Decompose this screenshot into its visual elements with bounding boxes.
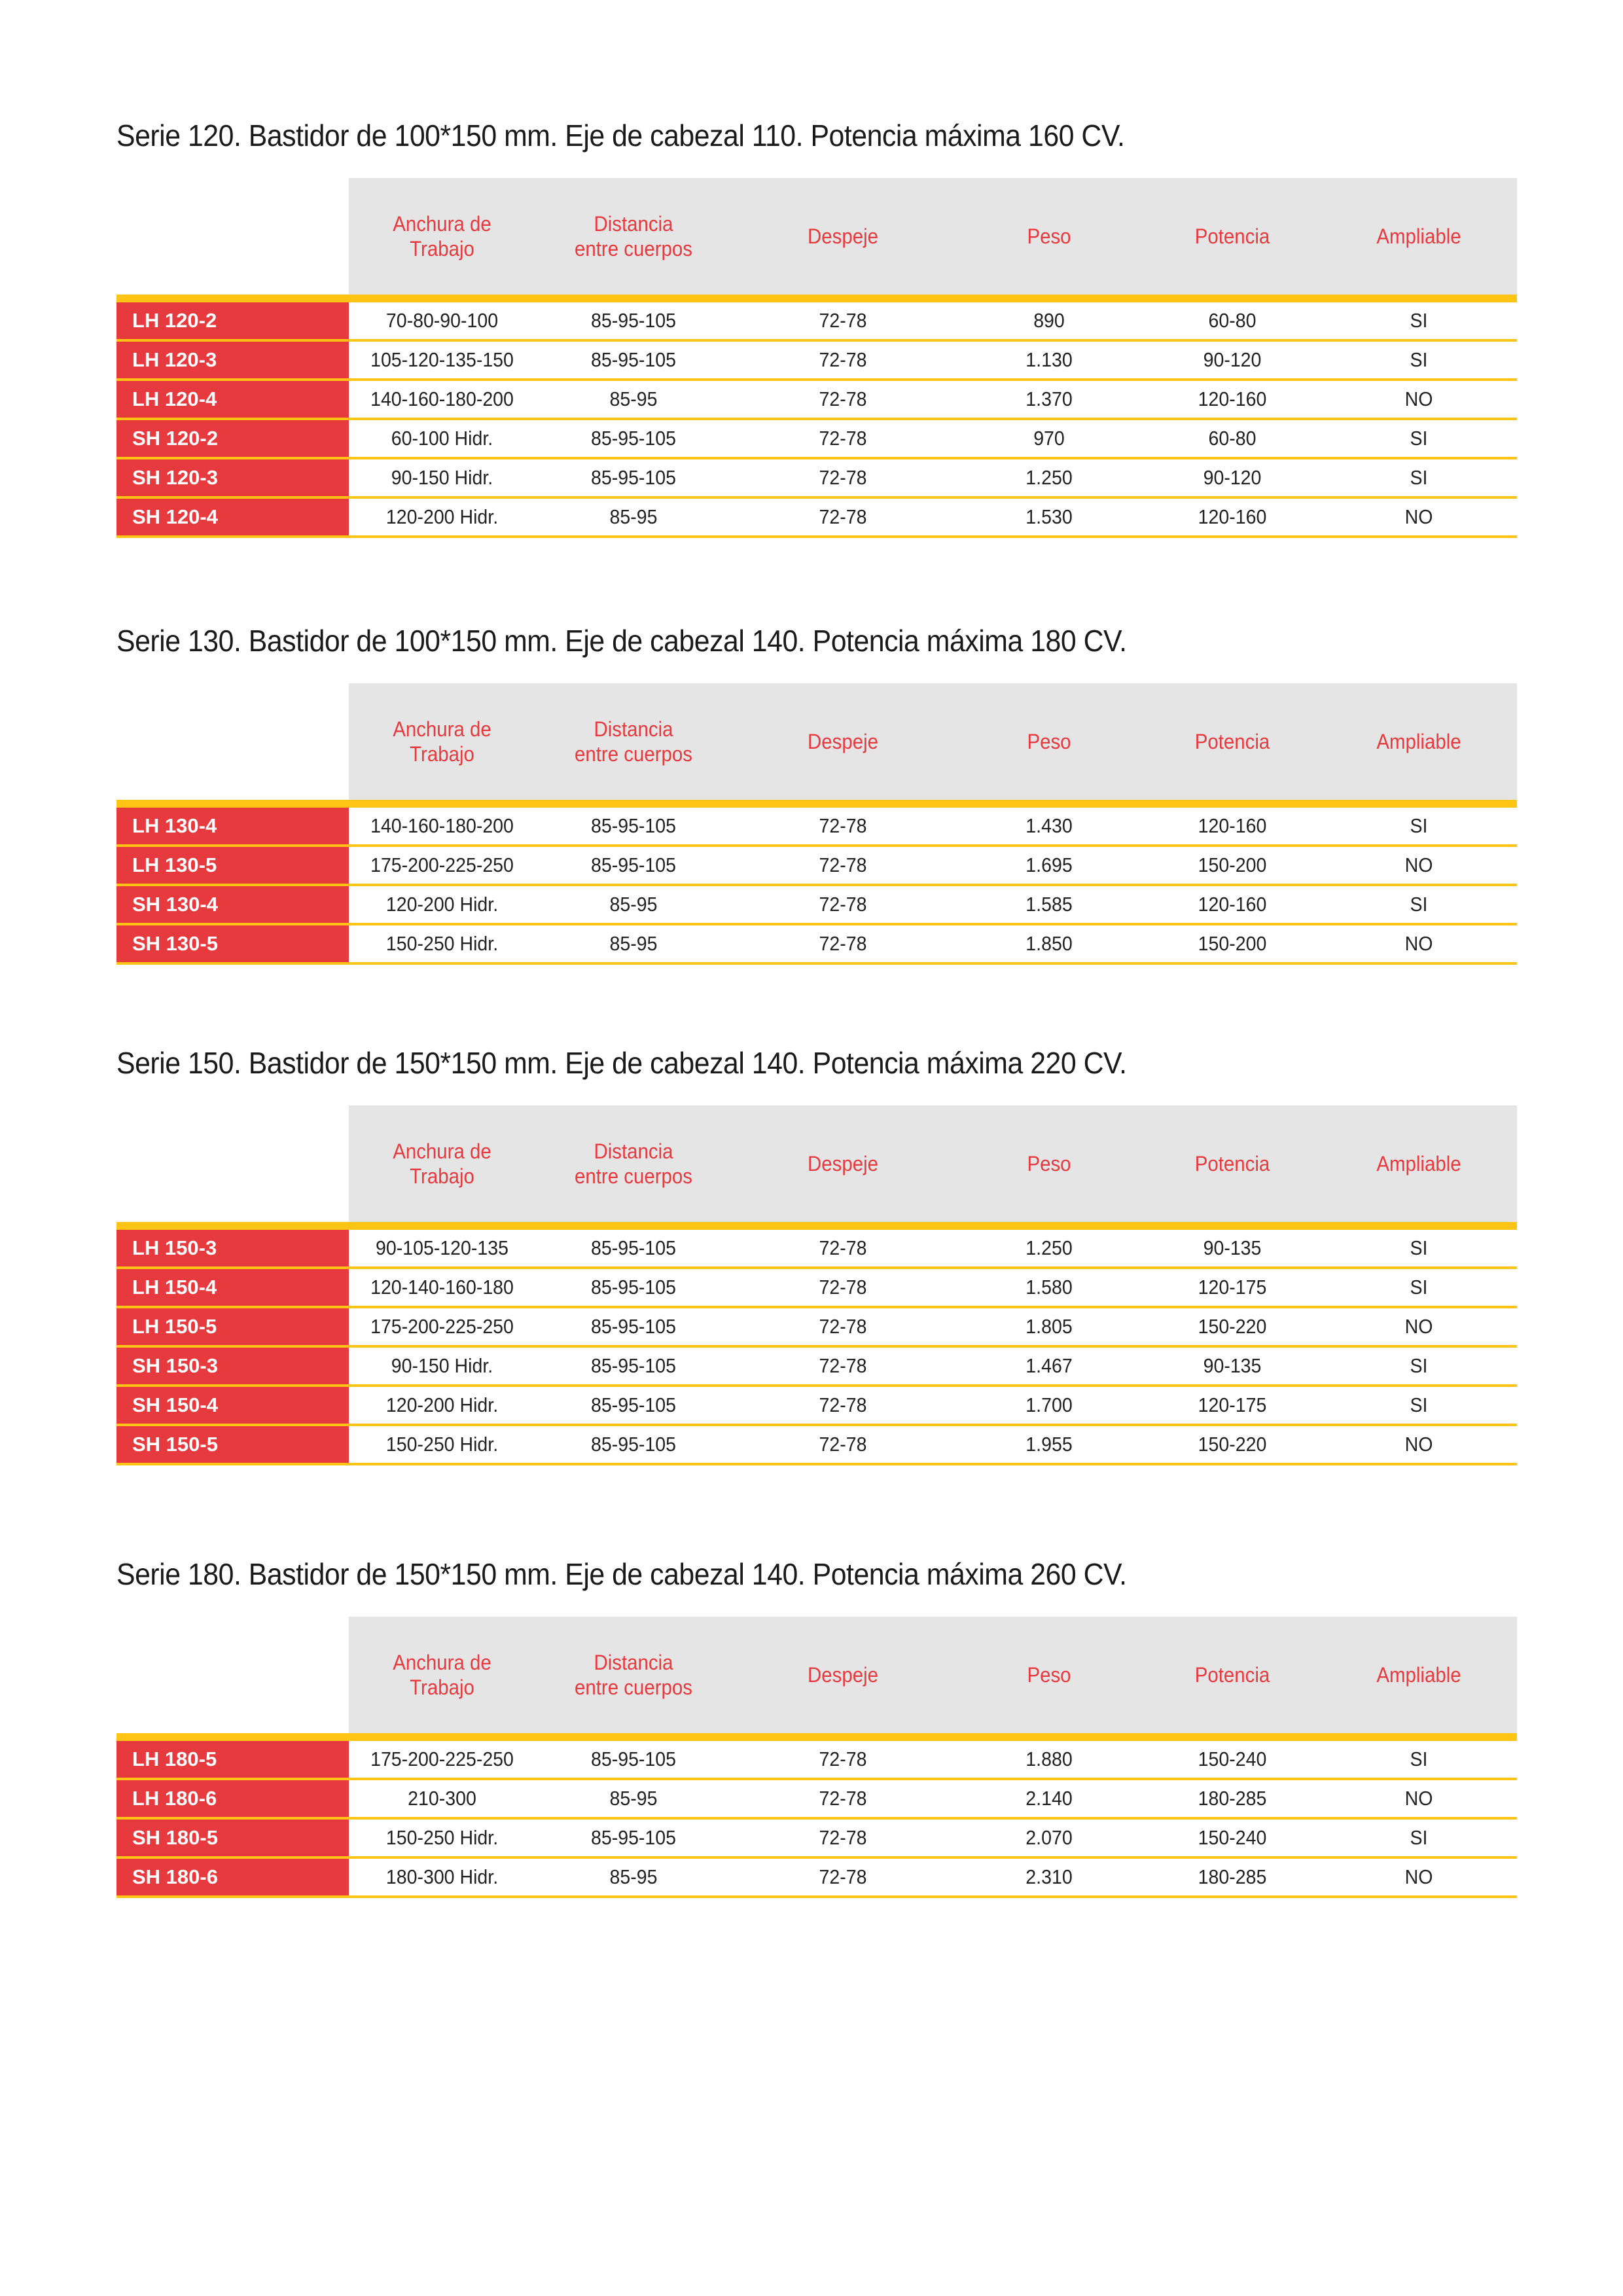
despeje-cell: 72-78 xyxy=(819,387,867,410)
peso-cell: 1.580 xyxy=(1026,1276,1073,1299)
distancia-cell: 85-95 xyxy=(609,387,658,410)
model-cell: LH 130-5 xyxy=(116,847,349,884)
despeje-cell: 72-78 xyxy=(819,1236,867,1259)
table-row xyxy=(116,342,1517,381)
anchura-cell: 210-300 xyxy=(408,1787,476,1810)
model-cell: SH 120-4 xyxy=(116,499,349,535)
peso-cell: 1.250 xyxy=(1026,466,1073,489)
header-peso: Peso xyxy=(1027,730,1071,753)
table-row xyxy=(116,1269,1517,1308)
despeje-cell: 72-78 xyxy=(819,1393,867,1416)
anchura-cell: 120-200 Hidr. xyxy=(385,893,499,916)
peso-cell: 1.430 xyxy=(1026,814,1073,837)
despeje-cell: 72-78 xyxy=(819,1276,867,1299)
table-header xyxy=(349,178,1517,295)
table-row xyxy=(116,1348,1517,1387)
potencia-cell: 120-160 xyxy=(1198,893,1267,916)
distancia-cell: 85-95 xyxy=(609,505,658,528)
peso-cell: 1.467 xyxy=(1026,1354,1073,1377)
header-potencia: Potencia xyxy=(1194,730,1270,753)
model-cell: LH 150-4 xyxy=(116,1269,349,1306)
peso-cell: 970 xyxy=(1033,427,1065,450)
potencia-cell: 120-160 xyxy=(1198,505,1267,528)
model-cell: SH 120-2 xyxy=(116,420,349,457)
anchura-cell: 70-80-90-100 xyxy=(385,309,499,332)
model-cell: SH 150-5 xyxy=(116,1426,349,1463)
peso-cell: 1.695 xyxy=(1026,853,1073,876)
header-divider xyxy=(116,800,1517,808)
table-header xyxy=(349,1105,1517,1222)
header-ampliable: Ampliable xyxy=(1376,1152,1461,1175)
header-divider xyxy=(116,295,1517,302)
despeje-cell: 72-78 xyxy=(819,1826,867,1849)
header-distancia: Distancia entre cuerpos xyxy=(574,1139,693,1188)
ampliable-cell: SI xyxy=(1410,427,1428,450)
table-row xyxy=(116,886,1517,925)
despeje-cell: 72-78 xyxy=(819,893,867,916)
header-potencia: Potencia xyxy=(1194,224,1270,248)
header-ampliable: Ampliable xyxy=(1376,730,1461,753)
anchura-cell: 105-120-135-150 xyxy=(370,348,514,371)
distancia-cell: 85-95-105 xyxy=(590,853,677,876)
distancia-cell: 85-95-105 xyxy=(590,1354,677,1377)
ampliable-cell: NO xyxy=(1404,387,1433,410)
table-row xyxy=(116,1230,1517,1269)
model-cell: SH 130-4 xyxy=(116,886,349,923)
distancia-cell: 85-95 xyxy=(609,932,658,955)
header-anchura: Anchura de Trabajo xyxy=(393,717,491,766)
despeje-cell: 72-78 xyxy=(819,348,867,371)
despeje-cell: 72-78 xyxy=(819,309,867,332)
potencia-cell: 90-135 xyxy=(1203,1236,1262,1259)
potencia-cell: 150-220 xyxy=(1198,1433,1267,1456)
model-cell: SH 120-3 xyxy=(116,459,349,496)
ampliable-cell: SI xyxy=(1410,814,1428,837)
peso-cell: 1.130 xyxy=(1026,348,1073,371)
header-divider xyxy=(116,1222,1517,1230)
series-title: Serie 130. Bastidor de 100*150 mm. Eje de cabezal 140. Potencia máxima 180 CV. xyxy=(116,624,1127,658)
ampliable-cell: SI xyxy=(1410,893,1428,916)
model-cell: SH 180-6 xyxy=(116,1859,349,1895)
potencia-cell: 90-135 xyxy=(1203,1354,1262,1377)
anchura-cell: 120-140-160-180 xyxy=(370,1276,514,1299)
header-potencia: Potencia xyxy=(1194,1152,1270,1175)
potencia-cell: 150-200 xyxy=(1198,853,1267,876)
anchura-cell: 140-160-180-200 xyxy=(370,387,514,410)
table-header xyxy=(349,1617,1517,1733)
header-anchura: Anchura de Trabajo xyxy=(393,1651,491,1699)
potencia-cell: 60-80 xyxy=(1208,309,1257,332)
anchura-cell: 90-150 Hidr. xyxy=(391,1354,493,1377)
header-potencia: Potencia xyxy=(1194,1663,1270,1687)
header-ampliable: Ampliable xyxy=(1376,224,1461,248)
potencia-cell: 150-220 xyxy=(1198,1315,1267,1338)
ampliable-cell: SI xyxy=(1410,348,1428,371)
table-row xyxy=(116,420,1517,459)
distancia-cell: 85-95-105 xyxy=(590,427,677,450)
despeje-cell: 72-78 xyxy=(819,932,867,955)
anchura-cell: 150-250 Hidr. xyxy=(385,1433,499,1456)
header-anchura: Anchura de Trabajo xyxy=(393,1139,491,1188)
model-cell: SH 130-5 xyxy=(116,925,349,962)
model-cell: LH 120-2 xyxy=(116,302,349,339)
potencia-cell: 150-200 xyxy=(1198,932,1267,955)
ampliable-cell: SI xyxy=(1410,309,1428,332)
header-peso: Peso xyxy=(1027,1152,1071,1175)
ampliable-cell: SI xyxy=(1410,1748,1428,1770)
ampliable-cell: NO xyxy=(1404,1787,1433,1810)
ampliable-cell: SI xyxy=(1410,1276,1428,1299)
table-row xyxy=(116,1859,1517,1898)
model-cell: LH 180-6 xyxy=(116,1780,349,1817)
series-title: Serie 120. Bastidor de 100*150 mm. Eje de cabezal 110. Potencia máxima 160 CV. xyxy=(116,118,1125,152)
anchura-cell: 180-300 Hidr. xyxy=(385,1865,499,1888)
despeje-cell: 72-78 xyxy=(819,1787,867,1810)
header-distancia: Distancia entre cuerpos xyxy=(574,212,693,260)
anchura-cell: 175-200-225-250 xyxy=(370,1315,514,1338)
header-despeje: Despeje xyxy=(807,1663,879,1687)
header-anchura: Anchura de Trabajo xyxy=(393,212,491,260)
anchura-cell: 60-100 Hidr. xyxy=(391,427,493,450)
series-section xyxy=(116,118,1517,545)
potencia-cell: 120-160 xyxy=(1198,387,1267,410)
potencia-cell: 60-80 xyxy=(1208,427,1257,450)
table-row xyxy=(116,925,1517,965)
distancia-cell: 85-95-105 xyxy=(590,309,677,332)
header-despeje: Despeje xyxy=(807,1152,879,1175)
model-cell: SH 150-4 xyxy=(116,1387,349,1424)
table-row xyxy=(116,1308,1517,1348)
anchura-cell: 175-200-225-250 xyxy=(370,1748,514,1770)
ampliable-cell: SI xyxy=(1410,1393,1428,1416)
peso-cell: 1.700 xyxy=(1026,1393,1073,1416)
anchura-cell: 140-160-180-200 xyxy=(370,814,514,837)
potencia-cell: 180-285 xyxy=(1198,1787,1267,1810)
table-row xyxy=(116,808,1517,847)
table-row xyxy=(116,459,1517,499)
ampliable-cell: NO xyxy=(1404,1433,1433,1456)
anchura-cell: 90-105-120-135 xyxy=(376,1236,508,1259)
table-row xyxy=(116,1741,1517,1780)
table-row xyxy=(116,381,1517,420)
ampliable-cell: NO xyxy=(1404,932,1433,955)
potencia-cell: 150-240 xyxy=(1198,1748,1267,1770)
peso-cell: 890 xyxy=(1033,309,1065,332)
series-title: Serie 180. Bastidor de 150*150 mm. Eje de cabezal 140. Potencia máxima 260 CV. xyxy=(116,1557,1127,1591)
distancia-cell: 85-95-105 xyxy=(590,1276,677,1299)
anchura-cell: 120-200 Hidr. xyxy=(385,505,499,528)
series-section xyxy=(116,623,1517,971)
distancia-cell: 85-95-105 xyxy=(590,466,677,489)
header-despeje: Despeje xyxy=(807,730,879,753)
peso-cell: 1.805 xyxy=(1026,1315,1073,1338)
header-distancia: Distancia entre cuerpos xyxy=(574,717,693,766)
distancia-cell: 85-95 xyxy=(609,1865,658,1888)
despeje-cell: 72-78 xyxy=(819,1433,867,1456)
table-row xyxy=(116,499,1517,538)
peso-cell: 2.310 xyxy=(1026,1865,1073,1888)
series-section xyxy=(116,1556,1517,1905)
peso-cell: 2.140 xyxy=(1026,1787,1073,1810)
distancia-cell: 85-95-105 xyxy=(590,1236,677,1259)
model-cell: LH 150-5 xyxy=(116,1308,349,1345)
potencia-cell: 180-285 xyxy=(1198,1865,1267,1888)
table-row xyxy=(116,302,1517,342)
distancia-cell: 85-95-105 xyxy=(590,814,677,837)
peso-cell: 1.530 xyxy=(1026,505,1073,528)
header-distancia: Distancia entre cuerpos xyxy=(574,1651,693,1699)
model-cell: LH 180-5 xyxy=(116,1741,349,1778)
despeje-cell: 72-78 xyxy=(819,505,867,528)
header-divider xyxy=(116,1733,1517,1741)
distancia-cell: 85-95-105 xyxy=(590,348,677,371)
distancia-cell: 85-95-105 xyxy=(590,1433,677,1456)
potencia-cell: 90-120 xyxy=(1203,466,1262,489)
header-ampliable: Ampliable xyxy=(1376,1663,1461,1687)
distancia-cell: 85-95 xyxy=(609,1787,658,1810)
series-section xyxy=(116,1045,1517,1472)
ampliable-cell: SI xyxy=(1410,466,1428,489)
peso-cell: 1.880 xyxy=(1026,1748,1073,1770)
ampliable-cell: NO xyxy=(1404,505,1433,528)
potencia-cell: 90-120 xyxy=(1203,348,1262,371)
ampliable-cell: NO xyxy=(1404,1865,1433,1888)
despeje-cell: 72-78 xyxy=(819,1865,867,1888)
potencia-cell: 120-160 xyxy=(1198,814,1267,837)
potencia-cell: 120-175 xyxy=(1198,1393,1267,1416)
header-despeje: Despeje xyxy=(807,224,879,248)
peso-cell: 1.850 xyxy=(1026,932,1073,955)
anchura-cell: 150-250 Hidr. xyxy=(385,1826,499,1849)
model-cell: LH 150-3 xyxy=(116,1230,349,1266)
model-cell: SH 150-3 xyxy=(116,1348,349,1384)
table-row xyxy=(116,1780,1517,1820)
distancia-cell: 85-95-105 xyxy=(590,1315,677,1338)
header-peso: Peso xyxy=(1027,1663,1071,1687)
peso-cell: 1.585 xyxy=(1026,893,1073,916)
anchura-cell: 90-150 Hidr. xyxy=(391,466,493,489)
header-peso: Peso xyxy=(1027,224,1071,248)
table-row xyxy=(116,1387,1517,1426)
peso-cell: 1.250 xyxy=(1026,1236,1073,1259)
despeje-cell: 72-78 xyxy=(819,466,867,489)
despeje-cell: 72-78 xyxy=(819,1748,867,1770)
distancia-cell: 85-95-105 xyxy=(590,1826,677,1849)
ampliable-cell: SI xyxy=(1410,1826,1428,1849)
table-row xyxy=(116,847,1517,886)
despeje-cell: 72-78 xyxy=(819,1315,867,1338)
potencia-cell: 120-175 xyxy=(1198,1276,1267,1299)
distancia-cell: 85-95 xyxy=(609,893,658,916)
distancia-cell: 85-95-105 xyxy=(590,1748,677,1770)
ampliable-cell: NO xyxy=(1404,1315,1433,1338)
ampliable-cell: NO xyxy=(1404,853,1433,876)
anchura-cell: 120-200 Hidr. xyxy=(385,1393,499,1416)
table-row xyxy=(116,1426,1517,1465)
model-cell: LH 120-3 xyxy=(116,342,349,378)
model-cell: LH 130-4 xyxy=(116,808,349,844)
peso-cell: 1.955 xyxy=(1026,1433,1073,1456)
distancia-cell: 85-95-105 xyxy=(590,1393,677,1416)
despeje-cell: 72-78 xyxy=(819,1354,867,1377)
despeje-cell: 72-78 xyxy=(819,853,867,876)
peso-cell: 1.370 xyxy=(1026,387,1073,410)
series-title: Serie 150. Bastidor de 150*150 mm. Eje de cabezal 140. Potencia máxima 220 CV. xyxy=(116,1046,1127,1080)
anchura-cell: 150-250 Hidr. xyxy=(385,932,499,955)
model-cell: LH 120-4 xyxy=(116,381,349,418)
despeje-cell: 72-78 xyxy=(819,814,867,837)
model-cell: SH 180-5 xyxy=(116,1820,349,1856)
ampliable-cell: SI xyxy=(1410,1236,1428,1259)
table-header xyxy=(349,683,1517,800)
ampliable-cell: SI xyxy=(1410,1354,1428,1377)
potencia-cell: 150-240 xyxy=(1198,1826,1267,1849)
anchura-cell: 175-200-225-250 xyxy=(370,853,514,876)
despeje-cell: 72-78 xyxy=(819,427,867,450)
peso-cell: 2.070 xyxy=(1026,1826,1073,1849)
table-row xyxy=(116,1820,1517,1859)
